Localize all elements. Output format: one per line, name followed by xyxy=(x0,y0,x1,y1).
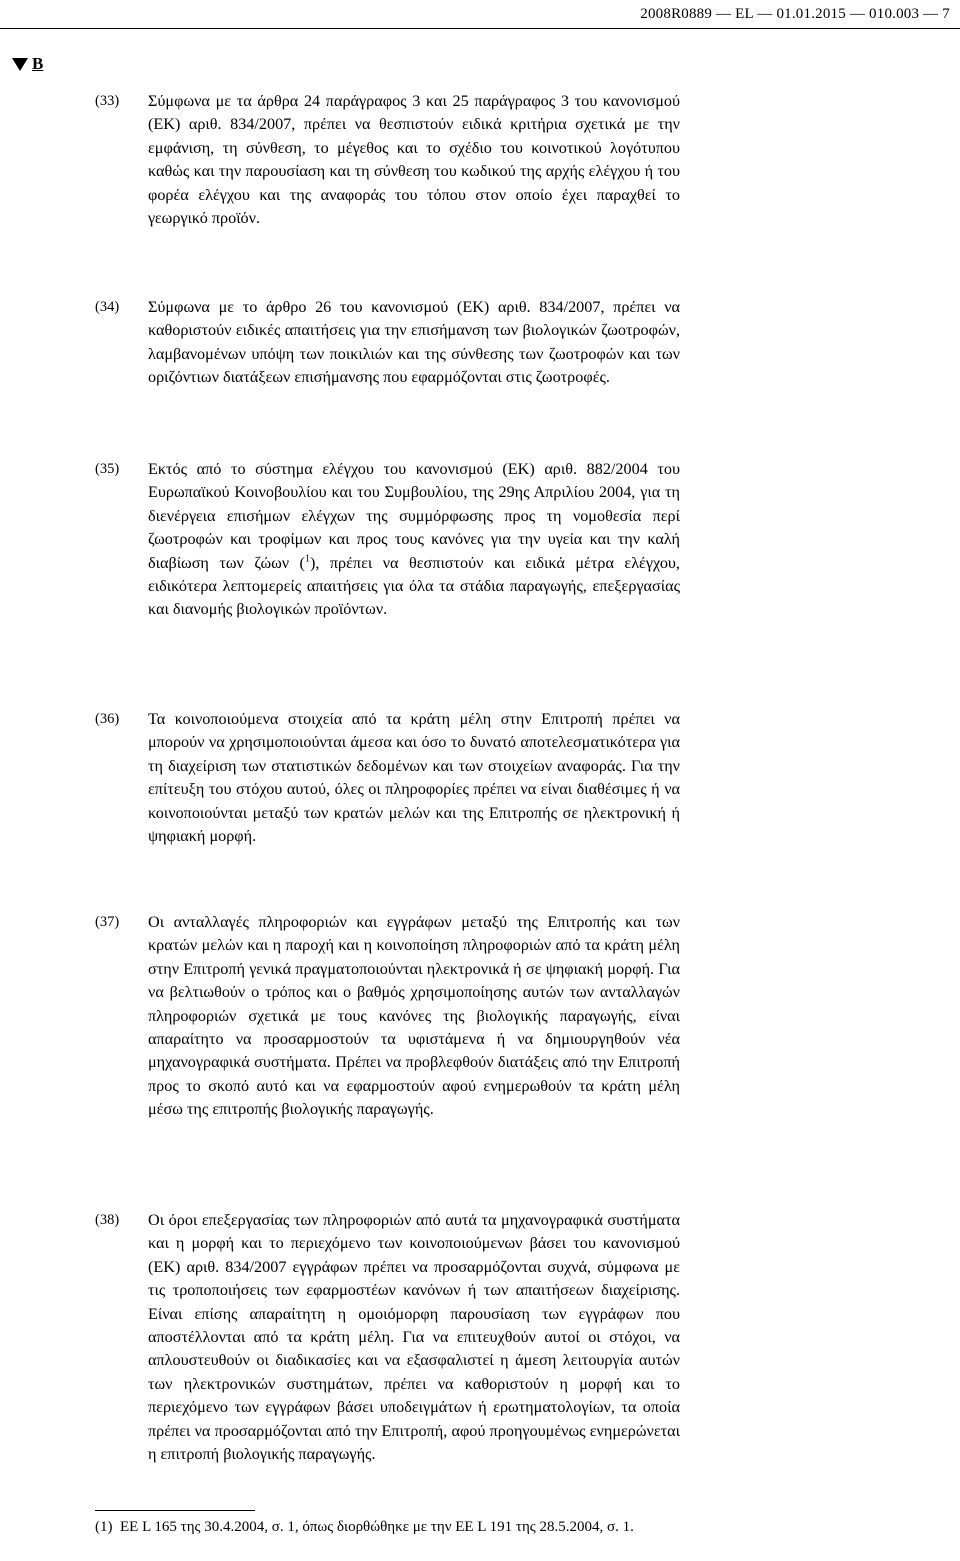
recital-38 xyxy=(95,1209,680,1466)
recital-number: (34) xyxy=(95,299,120,315)
recital-number: (33) xyxy=(95,93,120,109)
footnote xyxy=(95,1518,680,1537)
header-reference: 2008R0889 — EL — 01.01.2015 — 010.003 — 7 xyxy=(640,6,950,22)
recital-text-part: ), πρέπει να θεσπιστούν και ειδικά μέτρα ελέγχου, ειδικότερα λεπτομερείς απαιτήσεις για όλα τα στάδια παραγωγής, επεξεργασίας και διανομής βιολογικών προϊόντων. xyxy=(148,553,680,619)
footnote-number: (1) xyxy=(95,1519,113,1535)
recital-text-part: Εκτός από το σύστημα ελέγχου του κανονισμού (ΕΚ) αριθ. 882/2004 του Ευρωπαϊκού Κοινοβουλίου και του Συμβουλίου, της 29ης Απριλίου 2004, για τη διενέργεια επισήμων ελέγχων της συμμόρφωσης προς τη νομοθεσία περί ζωοτροφών και τροφίμων και προς τους κανόνες για την υγεία και την καλή διαβίωση των ζώων ( xyxy=(148,460,680,572)
recital-34 xyxy=(95,296,680,390)
recital-33 xyxy=(95,90,680,230)
recital-text xyxy=(148,458,680,622)
footnote-text: ΕΕ L 165 της 30.4.2004, σ. 1, όπως διορθώθηκε με την ΕΕ L 191 της 28.5.2004, σ. 1. xyxy=(120,1519,634,1535)
recital-number: (35) xyxy=(95,461,120,477)
recital-number: (38) xyxy=(95,1212,120,1228)
recital-text: Τα κοινοποιούμενα στοιχεία από τα κράτη μέλη στην Επιτροπή πρέπει να μπορούν να χρησιμοποιούνται άμεσα και όσο το δυνατό αποτελεσματικότερα για τη διαχείριση των στατιστικών δεδομένων και των στοιχείων αναφοράς. Για την επίτευξη του στόχου αυτού, όλες οι πληροφορίες πρέπει να είναι διαθέσιμες ή να κοινοποιούνται μεταξύ των κρατών μελών και της Επιτροπής σε ηλεκτρονική ή ψηφιακή μορφή. xyxy=(148,710,680,846)
recital-36 xyxy=(95,708,680,848)
amendment-marker xyxy=(12,54,43,74)
recital-37 xyxy=(95,911,680,1122)
recital-number: (36) xyxy=(95,711,120,727)
triangle-down-icon xyxy=(12,58,28,71)
recital-number: (37) xyxy=(95,914,120,930)
recital-text: Οι όροι επεξεργασίας των πληροφοριών από αυτά τα μηχανογραφικά συστήματα και η μορφή και το περιεχόμενο των κοινοποιούμενων βάσει του κανονισμού (ΕΚ) αριθ. 834/2007 εγγράφων πρέπει να προσαρμόζονται συχνά, σύμφωνα με τις τροποποιήσεις των εφαρμοστέων κανόνων ή των απαιτήσεων διαχείρισης. Είναι επίσης απαραίτητη η ομοιόμορφη παρουσίαση των εγγράφων που αποστέλλονται από τα κράτη μέλη. Για να επιτευχθούν αυτοί οι στόχοι, να απλουστευθούν οι διαδικασίες και να εξασφαλιστεί η άμεση λειτουργία αυτών των ηλεκτρονικών συστημάτων, πρέπει να καθοριστούν η μορφή και το περιεχόμενο των εγγράφων βάσει υποδειγμάτων ή ερωτηματολογίων, τα οποία πρέπει να προσαρμόζονται από την Επιτροπή, αφού προηγουμένως ενημερώνεται η επιτροπή βιολογικής παραγωγής. xyxy=(148,1211,680,1464)
footnote-divider xyxy=(95,1510,255,1511)
marker-label: B xyxy=(32,54,44,73)
recital-text: Οι ανταλλαγές πληροφοριών και εγγράφων μεταξύ της Επιτροπής και των κρατών μελών και η παροχή και η κοινοποίηση πληροφοριών από τα κράτη μέλη στην Επιτροπή γενικά πραγματοποιούνται ηλεκτρονικά ή σε ψηφιακή μορφή. Για να βελτιωθούν ο τρόπος και ο βαθμός χρησιμοποίησης αυτών των ανταλλαγών πληροφοριών σχετικά με τους κανόνες της βιολογικής παραγωγής, είναι απαραίτητο να προσαρμοστούν τα υφιστάμενα ή να δημιουργηθούν νέα μηχανογραφικά συστήματα. Πρέπει να προβλεφθούν διατάξεις από την Επιτροπή προς το σκοπό αυτό και να εφαρμοστούν αφού ενημερωθούν τα κράτη μέλη μέσω της επιτροπής βιολογικής παραγωγής. xyxy=(148,913,680,1119)
footnote-reference[interactable]: 1 xyxy=(304,553,310,565)
document-header xyxy=(0,0,960,29)
recital-text: Σύμφωνα με το άρθρο 26 του κανονισμού (ΕΚ) αριθ. 834/2007, πρέπει να καθοριστούν ειδικές απαιτήσεις για την επισήμανση των βιολογικών ζωοτροφών, λαμβανομένων υπόψη των ποικιλιών και της σύνθεσης των ζωοτροφών και των οριζόντιων διατάξεων επισήμανσης που εφαρμόζονται στις ζωοτροφές. xyxy=(148,298,680,387)
recital-text: Σύμφωνα με τα άρθρα 24 παράγραφος 3 και 25 παράγραφος 3 του κανονισμού (ΕΚ) αριθ. 834/2007, πρέπει να θεσπιστούν ειδικά κριτήρια σχετικά με την εμφάνιση, τη σύνθεση, το μέγεθος και το σχέδιο του κοινοτικού λογότυπου καθώς και την παρουσίαση και τη σύνθεση του κωδικού της αρχής ελέγχου ή του φορέα ελέγχου και της αναφοράς του τόπου στον οποίο έχει παραχθεί το γεωργικό προϊόν. xyxy=(148,92,680,228)
recital-35 xyxy=(95,458,680,622)
